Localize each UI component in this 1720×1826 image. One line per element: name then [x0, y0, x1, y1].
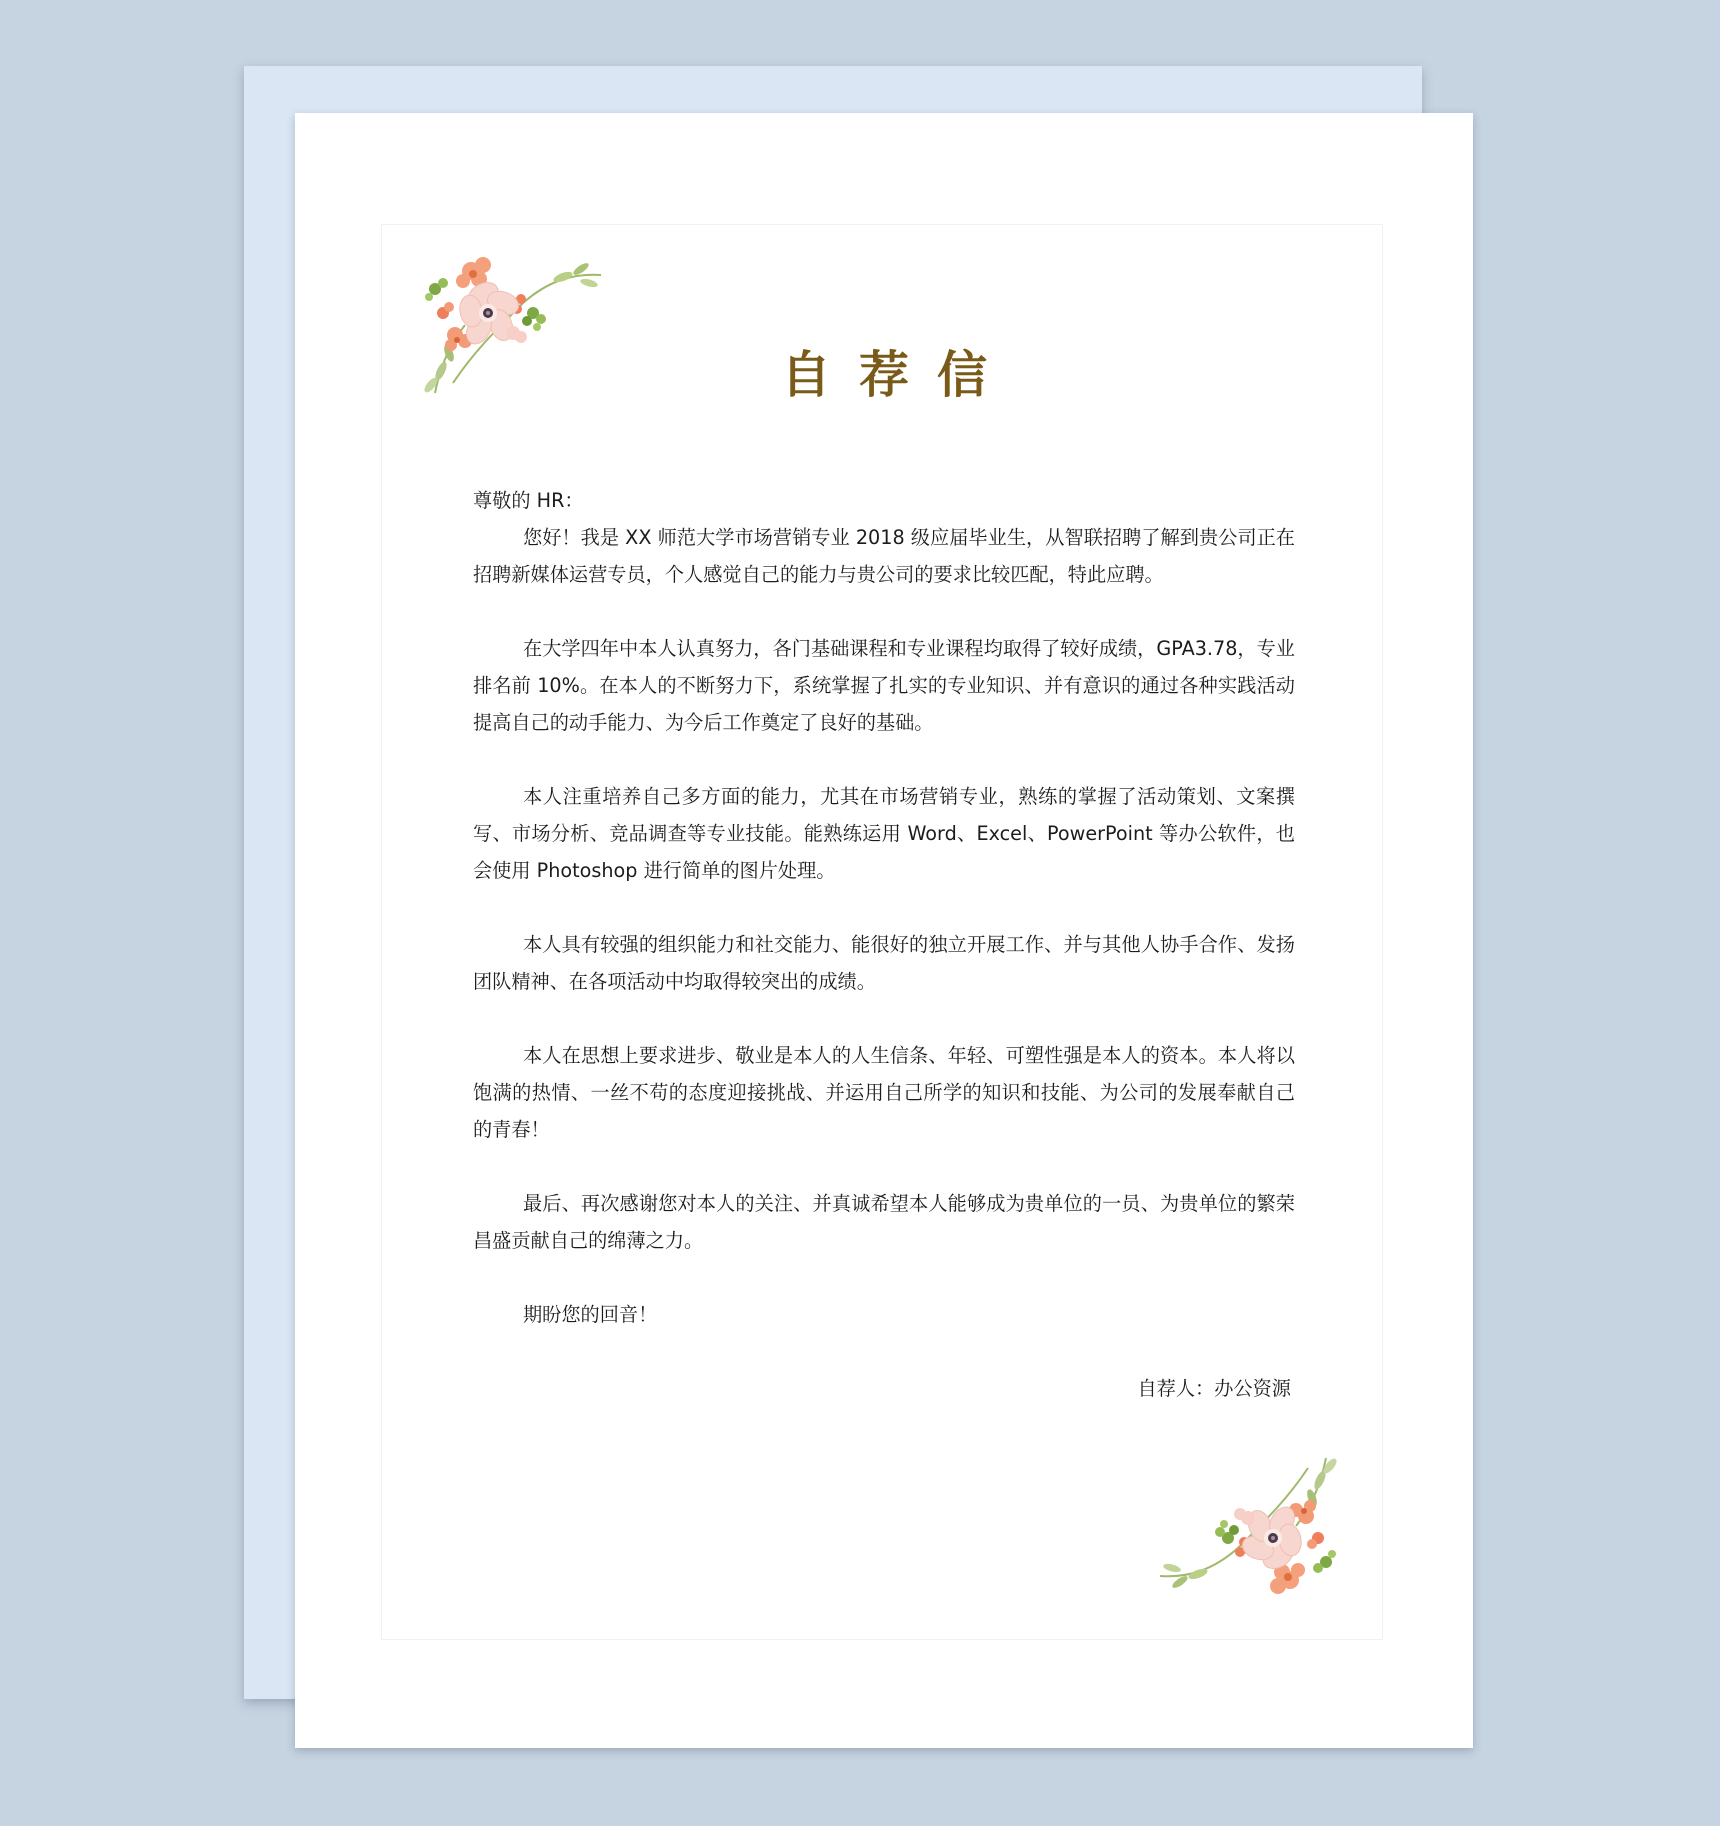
- paragraph-attitude: 本人在思想上要求进步、敬业是本人的人生信条、年轻、可塑性强是本人的资本。本人将以饱满的热情、一丝不苟的态度迎接挑战、并运用自己所学的知识和技能、为公司的发展奉献自己的青春！: [473, 1044, 1295, 1141]
- letter-page: [295, 113, 1473, 1748]
- paragraph-teamwork: 本人具有较强的组织能力和社交能力、能很好的独立开展工作、并与其他人协手合作、发扬团队精神、在各项活动中均取得较突出的成绩。: [473, 933, 1295, 993]
- greeting: 尊敬的 HR：: [473, 489, 584, 512]
- letter-body: [473, 482, 1295, 1407]
- paragraph-intro: 您好！我是 XX 师范大学市场营销专业 2018 级应届毕业生，从智联招聘了解到贵公司正在招聘新媒体运营专员，个人感觉自己的能力与贵公司的要求比较匹配，特此应聘。: [473, 526, 1295, 586]
- signature: 自荐人：办公资源: [1137, 1377, 1291, 1400]
- paragraph-skills: 本人注重培养自己多方面的能力，尤其在市场营销专业，熟练的掌握了活动策划、文案撰写、市场分析、竞品调查等专业技能。能熟练运用 Word、Excel、PowerPoint 等办公软件，也会使用 Photoshop 进行简单的图片处理。: [473, 785, 1295, 882]
- floral-corner-icon: [1158, 1448, 1348, 1608]
- letter-title: 自荐信: [781, 345, 1015, 404]
- paragraph-thanks: 最后、再次感谢您对本人的关注、并真诚希望本人能够成为贵单位的一员、为贵单位的繁荣昌盛贡献自己的绵薄之力。: [473, 1192, 1295, 1252]
- paragraph-academics: 在大学四年中本人认真努力，各门基础课程和专业课程均取得了较好成绩，GPA3.78，专业排名前 10%。在本人的不断努力下，系统掌握了扎实的专业知识、并有意识的通过各种实践活动提高自己的动手能力、为今后工作奠定了良好的基础。: [473, 637, 1295, 734]
- closing-line: 期盼您的回音！: [523, 1303, 658, 1326]
